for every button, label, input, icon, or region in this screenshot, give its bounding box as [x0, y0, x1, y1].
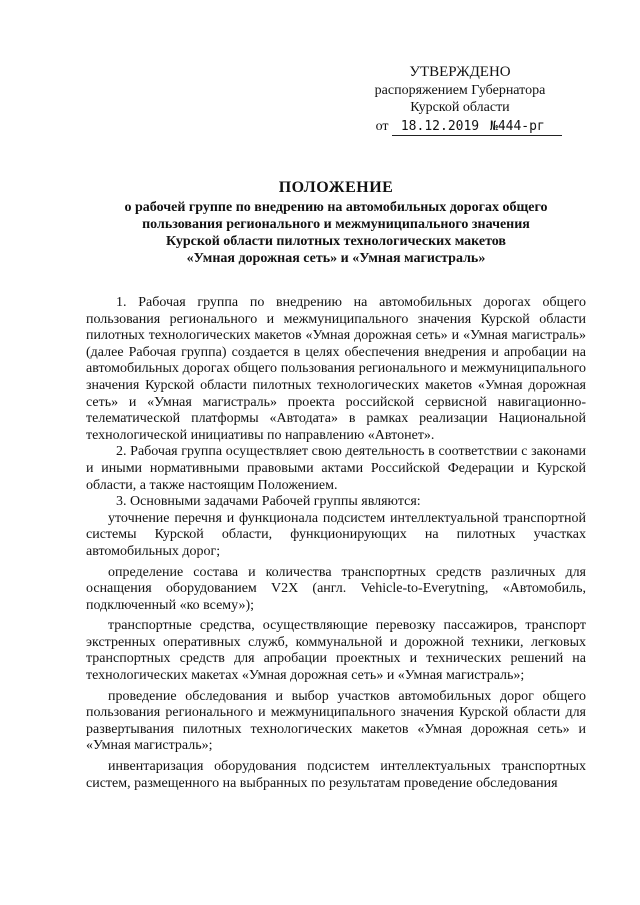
approval-date: 18.12.2019: [392, 118, 488, 136]
approval-issuer: распоряжением Губернатора: [374, 83, 546, 98]
task-item-4: проведение обследования и выбор участков автомобильных дорог общего пользования регионального и межмуниципального значения Курской области для развертывания пилотных технологических макетов «Умная дорожная сеть» и «Умная магистраль»;: [86, 688, 586, 754]
document-title: ПОЛОЖЕНИЕ: [278, 179, 394, 196]
document-body: [86, 295, 586, 792]
task-item-1: уточнение перечня и функционала подсистем интеллектуальной транспортной системы Курской области, функционирующих на пилотных участках автомобильных дорог;: [86, 510, 586, 559]
task-item-5: инвентаризация оборудования подсистем интеллектуальных транспортных систем, размещенного на выбранных по результатам проведение обследования: [86, 759, 586, 791]
approval-stamp: [352, 64, 568, 136]
paragraph-2: 2. Рабочая группа осуществляет свою деятельность в соответствии с законами и иными нормативными правовыми актами Российской Федерации и Курской области, а также настоящим Положением.: [86, 444, 586, 493]
heading-line-4: «Умная дорожная сеть» и «Умная магистраль»: [186, 251, 486, 266]
approval-date-row: [352, 118, 568, 136]
heading-line-3: Курской области пилотных технологических макетов: [166, 234, 506, 249]
heading-line-1: о рабочей группе по внедрению на автомобильных дорогах общего: [124, 200, 548, 215]
approval-region: Курской области: [410, 100, 510, 115]
approval-number: №444-рг: [488, 118, 562, 136]
approval-title: УТВЕРЖДЕНО: [409, 64, 511, 80]
task-item-3: транспортные средства, осуществляющие перевозку пассажиров, транспорт экстренных оперативных служб, коммунальной и дорожной техники, легковых транспортных средств для апробации проектных и технических решений на технологических макетах «Умная дорожная сеть» и «Умная магистраль»;: [86, 618, 586, 684]
document-heading: [98, 179, 574, 267]
heading-line-2: пользования регионального и межмуниципального значения: [142, 217, 530, 232]
paragraph-1: 1. Рабочая группа по внедрению на автомобильных дорогах общего пользования регионального и межмуниципального значения Курской области пилотных технологических макетов «Умная дорожная сеть» и «Умная магистраль» (далее Рабочая группа) создается в целях обеспечения внедрения и апробации на автомобильных дорогах общего пользования регионального и межмуниципального значения Курской области пилотных технологических макетов «Умная дорожная сеть» и «Умная магистраль» проекта российской сервисной навигационно-телематической платформы «Автодата» в рамках реализации Национальной технологической инициативы по направлению «Автонет».: [86, 295, 586, 443]
approval-date-prefix: от: [375, 119, 389, 134]
paragraph-3: 3. Основными задачами Рабочей группы являются:: [116, 494, 421, 510]
task-item-2: определение состава и количества транспортных средств различных для оснащения оборудованием V2X (англ. Vehicle-to-Everytning, «Автомобиль, подключенный «ко всему»);: [86, 564, 586, 613]
